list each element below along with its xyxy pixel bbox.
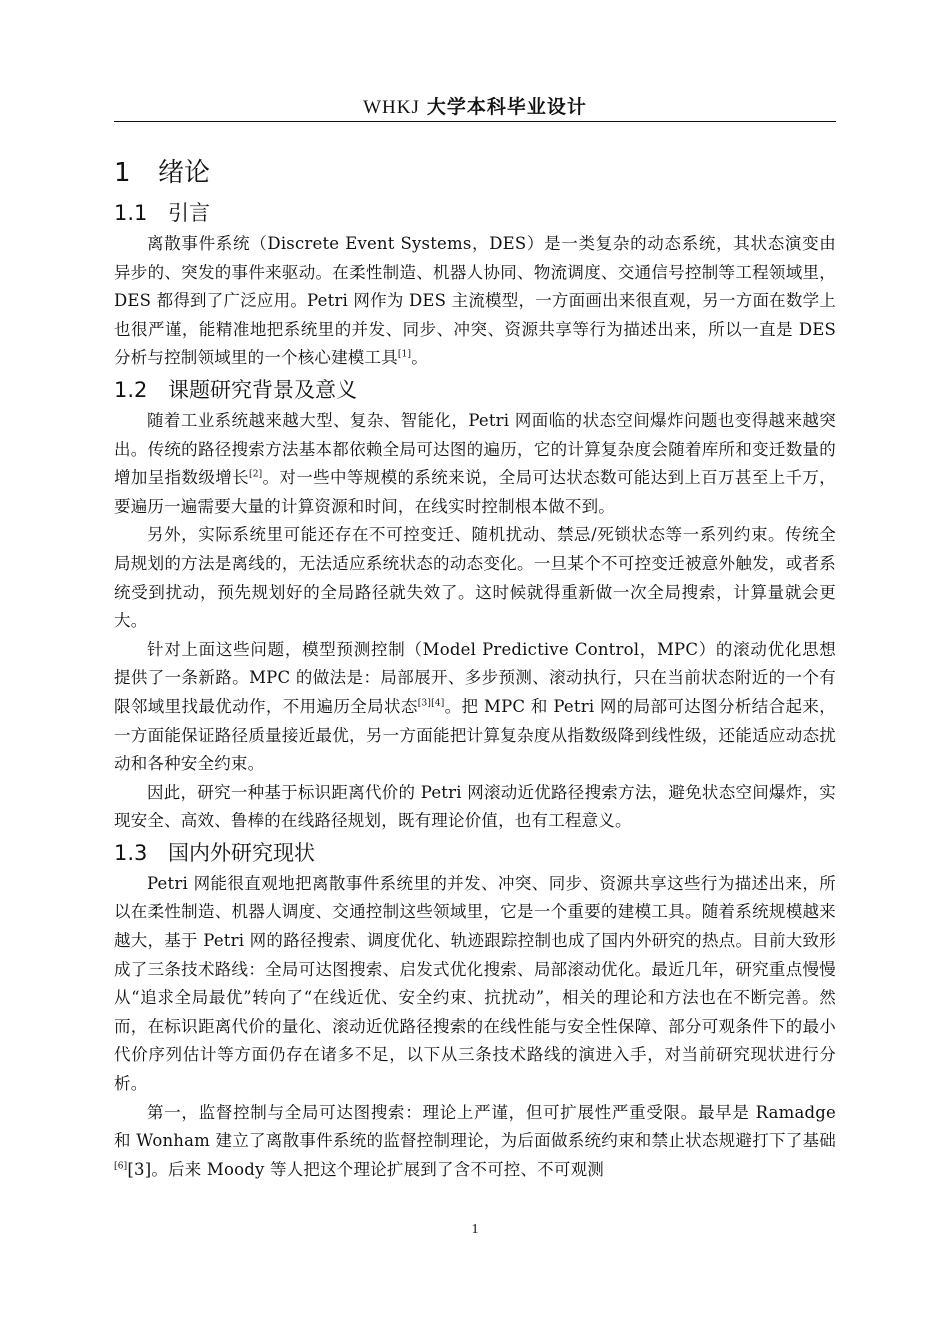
- citation: [6]: [114, 1161, 128, 1172]
- paragraph-text-end: [3]。后来 Moody 等人把这个理论扩展到了含不可控、不可观测: [127, 1159, 604, 1179]
- paragraph-text: 随着工业系统越来越大型、复杂、智能化，Petri 网面临的状态空间爆炸问题也变得越来越突出。传统的路径搜索方法基本都依赖全局可达图的遍历，它的计算复杂度会随着库所和变迁数量的增加呈指数级增长: [114, 410, 836, 488]
- paragraph-text: 另外，实际系统里可能还存在不可控变迁、随机扰动、禁忌/死锁状态等一系列约束。传统全局规划的方法是离线的，无法适应系统状态的动态变化。一旦某个不可控变迁被意外触发，或者系统受到扰动，预先规划好的全局路径就失效了。这时候就得重新做一次全局搜索，计算量就会更大。: [114, 525, 836, 631]
- chapter-number: 1: [114, 158, 131, 188]
- section-title: 国内外研究现状: [168, 840, 315, 865]
- citation: [1]: [397, 349, 412, 360]
- paragraph-text: 离散事件系统（Discrete Event Systems，DES）是一类复杂的动态系统，其状态演变由异步的、突发的事件来驱动。在柔性制造、机器人协同、物流调度、交通信号控制等工程领域里，DES 都得到了广泛应用。Petri 网作为 DES 主流模型，一方面画出来很直观，另一方面在数学上也很严谨，能精准地把系统里的并发、同步、冲突、资源共享等行为描述出来，所以一直是 DES 分析与控制领域里的一个核心建模工具: [114, 234, 836, 368]
- section-heading-1-2: [114, 373, 836, 407]
- paragraph: [114, 779, 836, 836]
- chapter-heading: [114, 150, 836, 196]
- section-title: 课题研究背景及意义: [168, 377, 357, 402]
- section-title: 引言: [168, 201, 210, 225]
- paragraph-text: 因此，研究一种基于标识距离代价的 Petri 网滚动近优路径搜索方法，避免状态空间爆炸，实现安全、高效、鲁棒的在线路径规划，既有理论价值，也有工程意义。: [114, 782, 836, 831]
- paragraph-text-end: 。对一些中等规模的系统来说，全局可达状态数可能达到上百万甚至上千万，要遍历一遍需要大量的计算资源和时间，在线实时控制根本做不到。: [114, 468, 836, 516]
- header-school-code: WHKJ: [363, 97, 420, 118]
- page-body: [114, 150, 836, 1184]
- paragraph-text: 针对上面这些问题，模型预测控制（Model Predictive Control，MPC）的滚动优化思想提供了一条新路。MPC 的做法是：局部展开、多步预测、滚动执行，只在当前状态附近的一个有限邻域里找最优动作，不用遍历全局状态: [114, 639, 836, 716]
- page-header: [114, 92, 836, 122]
- page-number: 1: [471, 1222, 479, 1237]
- paragraph: [114, 521, 836, 635]
- paragraph-text-end: 。: [411, 348, 428, 368]
- paragraph: [114, 1099, 836, 1185]
- section-heading-1-1: [114, 196, 836, 230]
- paragraph-text: Petri 网能很直观地把离散事件系统里的并发、冲突、同步、资源共享这些行为描述出来，所以在柔性制造、机器人调度、交通控制这些领域里，它是一个重要的建模工具。随着系统规模越来越大，基于 Petri 网的路径搜索、调度优化、轨迹跟踪控制也成了国内外研究的热点。目前大致形成了三条技术路线：全局可达图搜索、启发式优化搜索、局部滚动优化。最近几年，研究重点慢慢从“追求全局最优”转向了“在线近优、安全约束、抗扰动”，相关的理论和方法也在不断完善。然而，在标识距离代价的量化、滚动近优路径搜索的在线性能与安全性保障、部分可观条件下的最小代价序列估计等方面仍存在诸多不足，以下从三条技术路线的演进入手，对当前研究现状进行分析。: [114, 873, 836, 1094]
- header-title: 大学本科毕业设计: [426, 96, 587, 118]
- section-number: 1.2: [114, 377, 148, 402]
- section-number: 1.1: [114, 201, 148, 225]
- header-rule: [114, 121, 836, 122]
- section-heading-1-3: [114, 836, 836, 870]
- paragraph-text-end: 。把 MPC 和 Petri 网的局部可达图分析结合起来，一方面能保证路径质量接近最优，另一方面能把计算复杂度从指数级降到线性级，还能适应动态扰动和各种安全约束。: [114, 696, 836, 774]
- paragraph-text: 第一，监督控制与全局可达图搜索：理论上严谨，但可扩展性严重受限。最早是 Ramadge 和 Wonham 建立了离散事件系统的监督控制理论，为后面做系统约束和禁止状态规避打下了基础: [114, 1102, 836, 1151]
- paragraph: [114, 407, 836, 521]
- paragraph: [114, 230, 836, 373]
- chapter-title: 绪论: [158, 158, 211, 188]
- section-number: 1.3: [114, 840, 148, 865]
- paragraph: [114, 870, 836, 1099]
- paragraph: [114, 636, 836, 779]
- citation: [2]: [248, 469, 263, 480]
- citation: [3][4]: [417, 698, 445, 709]
